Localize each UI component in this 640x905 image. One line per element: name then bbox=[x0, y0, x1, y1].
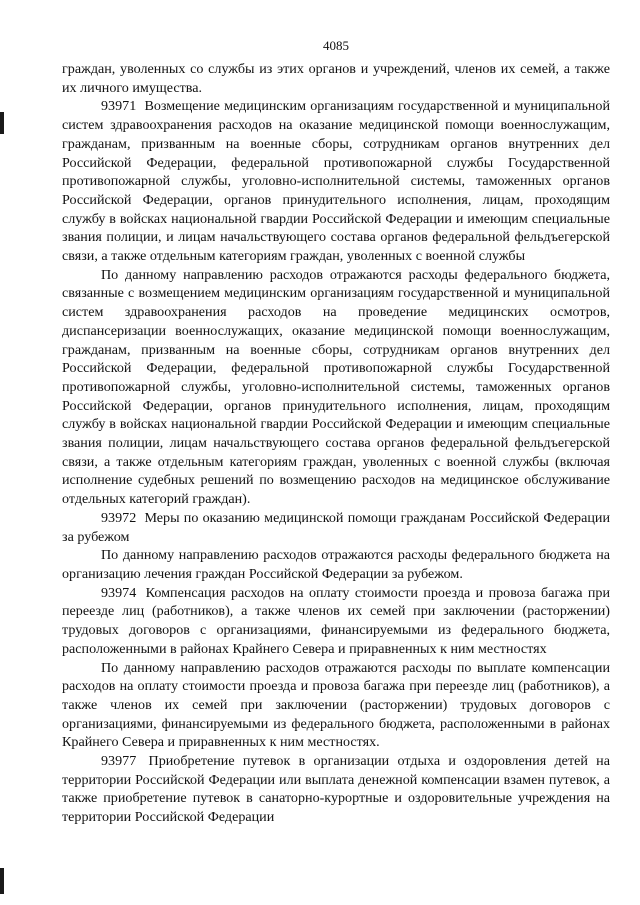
scan-edge-mark-top bbox=[0, 112, 4, 134]
scan-edge-mark-bottom bbox=[0, 868, 4, 894]
paragraph-93972-heading bbox=[62, 509, 610, 546]
paragraph-text: Возмещение медицинским организациям государственной и муниципальной систем здравоохранения расходов на оказание медицинской помощи военнослужащим, гражданам, призванным на военные сборы, сотрудникам органов внутренних дел Российской Федерации, федеральной противопожарной службы Государственной противопожарной службы, уголовно-исполнительной системы, таможенных органов Российской Федерации, органов принудительного исполнения, лицам, проходящим службу в войсках национальной гвардии Российской Федерации и имеющим специальные звания полиции, и лицам начальствующего состава органов федеральной фельдъегерской связи, а также отдельным категориям граждан, уволенных с военной службы bbox=[62, 98, 610, 265]
budget-code: 93971 bbox=[101, 98, 137, 115]
budget-code: 93974 bbox=[101, 584, 137, 601]
budget-code: 93972 bbox=[101, 509, 137, 526]
paragraph-text: Компенсация расходов на оплату стоимости проезда и провоза багажа при переезде лиц (работников), а также членов их семей при заключении (расторжении) трудовых договоров с организациями, финансируемыми из федерального бюджета, расположенными в районах Крайнего Севера и приравненных к ним местностях bbox=[62, 584, 610, 657]
document-page bbox=[62, 38, 610, 827]
paragraph-text: Меры по оказанию медицинской помощи гражданам Российской Федерации за рубежом bbox=[62, 509, 610, 545]
paragraph-93974-heading bbox=[62, 584, 610, 659]
paragraph-continuation bbox=[62, 60, 610, 97]
budget-code: 93977 bbox=[101, 753, 137, 770]
paragraph-93971-heading bbox=[62, 97, 610, 265]
paragraph-text: граждан, уволенных со службы из этих органов и учреждений, членов их семей, а также их личного имущества. bbox=[62, 61, 610, 96]
paragraph-text: По данному направлению расходов отражаются расходы федерального бюджета на организацию лечения граждан Российской Федерации за рубежом. bbox=[62, 547, 610, 582]
paragraph-93974-description bbox=[62, 659, 610, 753]
paragraph-text: По данному направлению расходов отражаются расходы федерального бюджета, связанные с возмещением медицинским организациям государственной и муниципальной систем здравоохранения расходов на проведение медицинских осмотров, диспансеризации военнослужащих, оказание медицинской помощи военнослужащим, гражданам, призванным на военные сборы, сотрудникам органов внутренних дел Российской Федерации, федеральной противопожарной службы Государственной противопожарной службы, уголовно-исполнительной системы, таможенных органов Российской Федерации, органов принудительного исполнения, лицам, проходящим службу в войсках национальной гвардии Российской Федерации и имеющим специальные звания полиции, лицам начальствующего состава органов федеральной фельдъегерской связи, а также отдельным категориям граждан, уволенных с военной службы (включая исполнение судебных решений по возмещению расходов на медицинское обслуживание отдельных категорий граждан). bbox=[62, 266, 610, 508]
paragraph-text: Приобретение путевок в организации отдыха и оздоровления детей на территории Российской Федерации или выплата денежной компенсации взамен путевок, а также приобретение путевок в санаторно-курортные и оздоровительные учреждения на территории Российской Федерации bbox=[62, 753, 610, 826]
paragraph-93977-heading bbox=[62, 752, 610, 827]
paragraph-93972-description bbox=[62, 546, 610, 583]
paragraph-93971-description bbox=[62, 266, 610, 509]
page-number: 4085 bbox=[323, 38, 349, 53]
paragraph-text: По данному направлению расходов отражаются расходы по выплате компенсации расходов на оплату стоимости проезда и провоза багажа при переезде лиц (работников), а также членов их семей при заключении (расторжении) трудовых договоров с организациями, финансируемыми из федерального бюджета, расположенными в районах Крайнего Севера и приравненных к ним местностях. bbox=[62, 659, 610, 751]
